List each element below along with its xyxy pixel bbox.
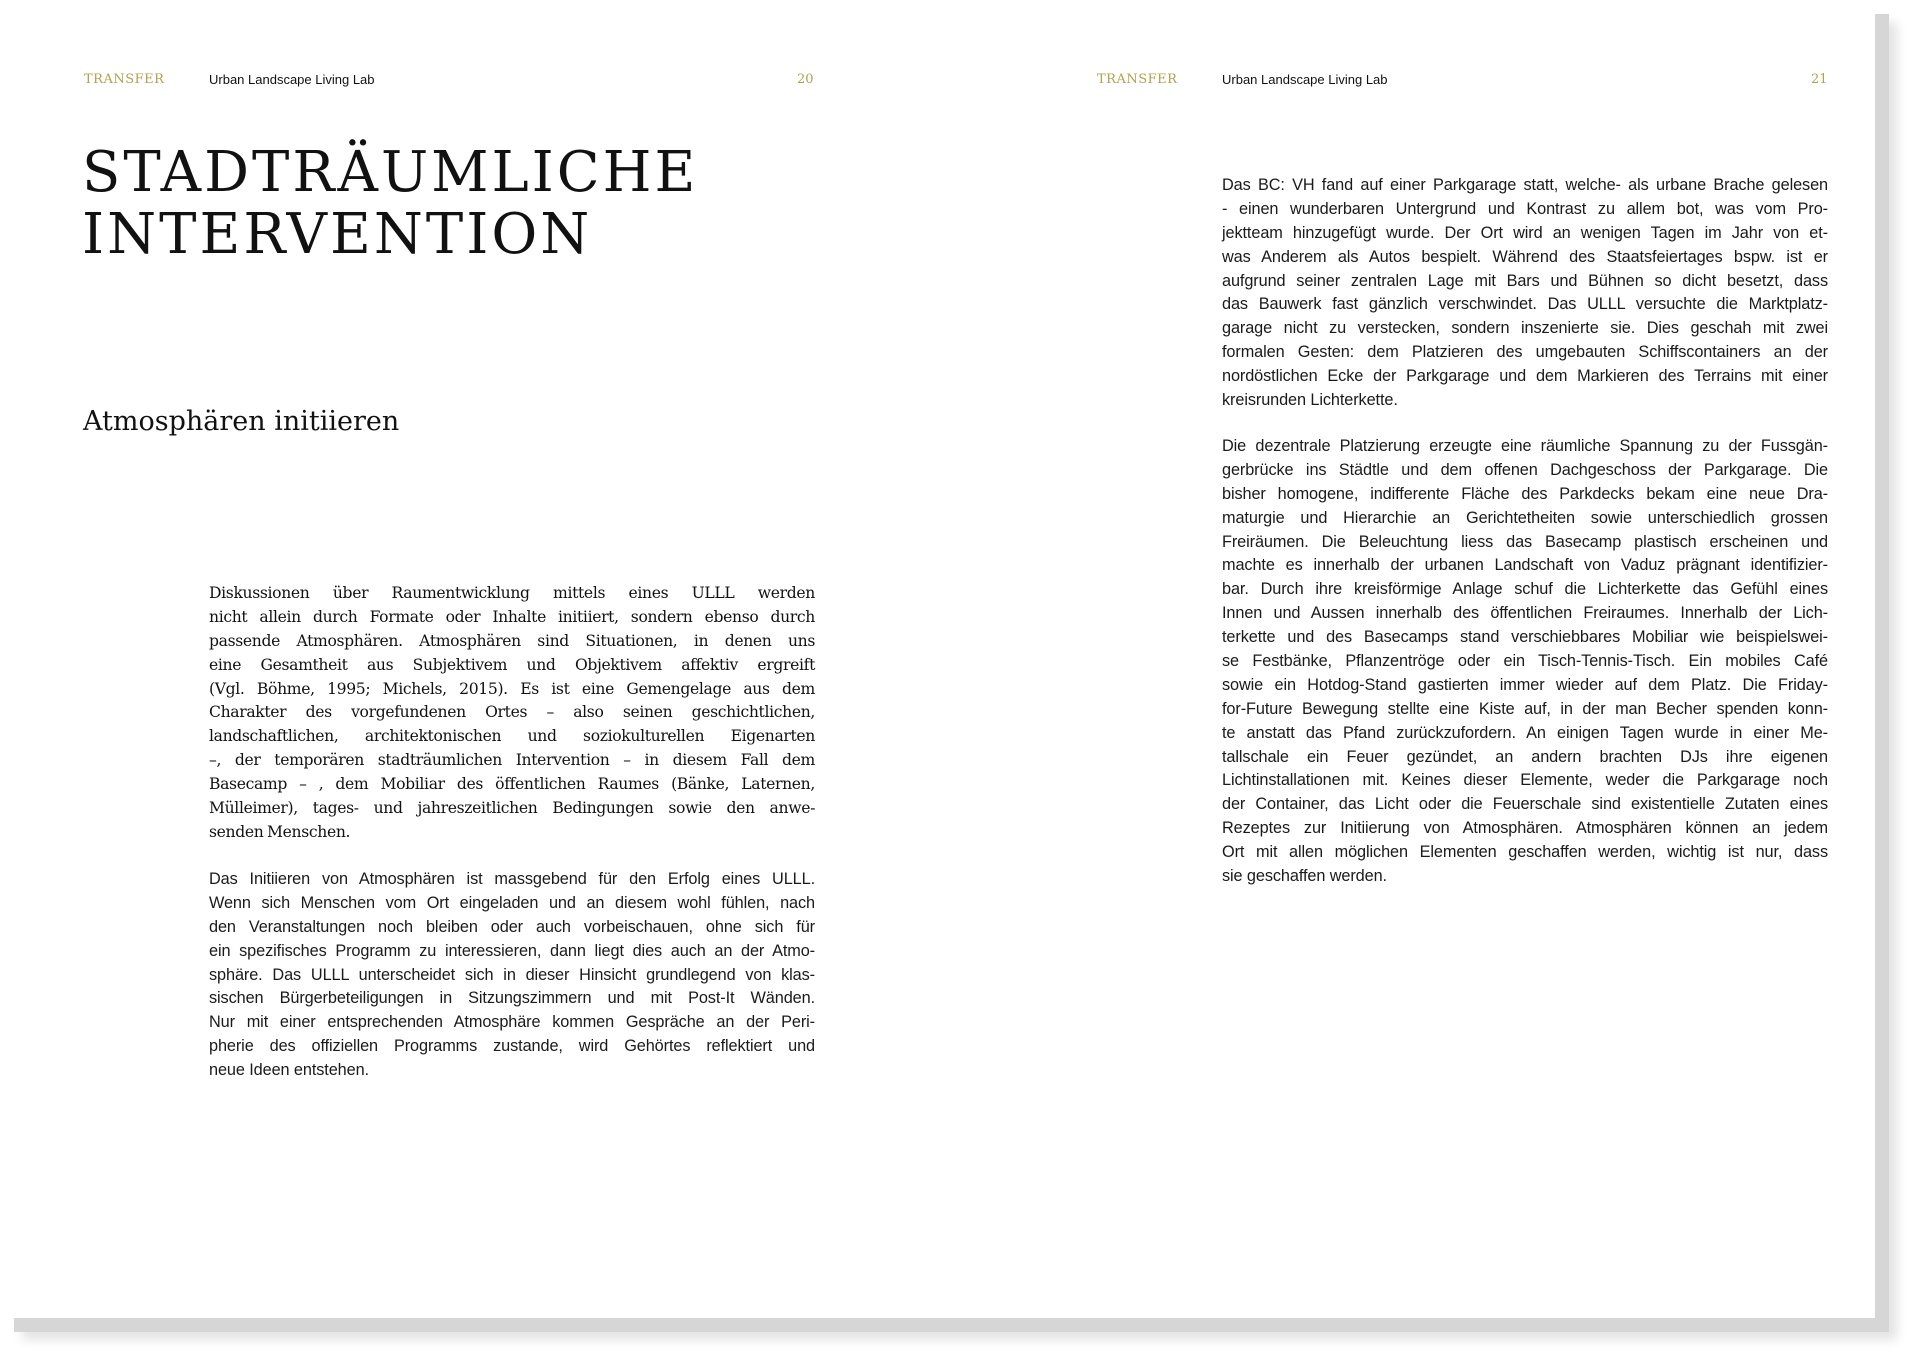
section-subtitle: Atmosphären initiieren bbox=[83, 406, 400, 437]
right-paragraph-1 bbox=[1222, 174, 1828, 413]
text-line: das Bauwerk fast gänzlich verschwindet. Das ULLL versuchte die Marktplatz- bbox=[1222, 295, 1828, 314]
text-line: Rezeptes zur Initiierung von Atmosphären. Atmosphären können an jedem bbox=[1222, 819, 1828, 838]
text-line: Mülleimer), tages- und jahreszeitlichen Bedingungen sowie den anwe- bbox=[209, 799, 815, 818]
text-line: sischen Bürgerbeteiligungen in Sitzungszimmern und mit Post-It Wänden. bbox=[209, 989, 815, 1008]
text-line: Nur mit einer entsprechenden Atmosphäre kommen Gespräche an der Peri- bbox=[209, 1013, 815, 1032]
text-line: Innen und Aussen innerhalb des öffentlichen Freiraumes. Innerhalb der Lich- bbox=[1222, 604, 1828, 623]
text-line: bar. Durch ihre kreisförmige Anlage schuf die Lichterkette das Gefühl eines bbox=[1222, 580, 1828, 599]
text-line: der Container, das Licht oder die Feuerschale sind existentielle Zutaten eines bbox=[1222, 795, 1828, 814]
running-title-right: Urban Landscape Living Lab bbox=[1222, 72, 1388, 87]
text-line: Ort mit allen möglichen Elementen geschaffen werden, wichtig ist nur, dass bbox=[1222, 843, 1828, 862]
text-line: - einen wunderbaren Untergrund und Kontrast zu allem bot, was vom Pro- bbox=[1222, 199, 1828, 218]
text-line: se Festbänke, Pflanzentröge oder ein Tisch-Tennis-Tisch. Ein mobiles Café bbox=[1222, 652, 1828, 671]
text-line: ein spezifisches Programm zu interessieren, dann liegt dies auch an der Atmo- bbox=[209, 941, 815, 960]
text-line: Das BC: VH fand auf einer Parkgarage statt, welche- als urbane Brache gelesen bbox=[1222, 176, 1828, 194]
text-line: Diskussionen über Raumentwicklung mittels eines ULLL werden bbox=[209, 584, 815, 602]
text-line: Lichtinstallationen mit. Keines dieser Elemente, weder die Parkgarage noch bbox=[1222, 771, 1828, 790]
text-line: aufgrund seiner zentralen Lage mit Bars und Bühnen so dicht besetzt, dass bbox=[1222, 271, 1828, 290]
text-line: Charakter des vorgefundenen Ortes – also seinen geschichtlichen, bbox=[209, 703, 815, 722]
text-line: machte es innerhalb der urbanen Landschaft von Vaduz prägnant identifizier- bbox=[1222, 556, 1828, 575]
text-line: senden Menschen. bbox=[209, 822, 351, 841]
text-line: neue Ideen entstehen. bbox=[209, 1061, 369, 1080]
text-line: for-Future Bewegung stellte eine Kiste auf, in der man Becher spenden konn- bbox=[1222, 699, 1828, 718]
text-line: passende Atmosphären. Atmosphären sind Situationen, in denen uns bbox=[209, 631, 815, 650]
page-number-right: 21 bbox=[1811, 72, 1828, 87]
text-line: tallschale ein Feuer gezündet, an andern brachten DJs ihre eigenen bbox=[1222, 747, 1828, 766]
text-line: landschaftlichen, architektonischen und soziokulturellen Eigenarten bbox=[209, 727, 815, 746]
text-line: garage nicht zu verstecken, sondern inszenierte sie. Dies geschah mit zwei bbox=[1222, 319, 1828, 338]
text-line: maturgie und Hierarchie an Gerichtetheiten sowie unterschiedlich grossen bbox=[1222, 508, 1828, 527]
text-line: sie geschaffen werden. bbox=[1222, 867, 1387, 886]
page-number-left: 20 bbox=[797, 72, 814, 87]
text-line: sowie ein Hotdog-Stand gastierten immer wieder auf dem Platz. Die Friday- bbox=[1222, 675, 1828, 694]
text-line: Die dezentrale Platzierung erzeugte eine räumliche Spannung zu der Fussgän- bbox=[1222, 437, 1828, 455]
text-line: –, der temporären stadträumlichen Intervention – in diesem Fall dem bbox=[209, 751, 815, 770]
title-line: STADTRÄUMLICHE bbox=[82, 140, 699, 205]
text-line: den Veranstaltungen noch bleiben oder auch vorbeischauen, ohne sich für bbox=[209, 917, 815, 936]
text-line: Basecamp – , dem Mobiliar des öffentlichen Raumes (Bänke, Laternen, bbox=[209, 775, 815, 794]
text-line: terkette und des Basecamps stand verschiebbares Mobiliar wie beispielswei- bbox=[1222, 628, 1828, 647]
section-label-left: TRANSFER bbox=[84, 72, 165, 87]
page-title bbox=[82, 142, 698, 266]
text-line: kreisrunden Lichterkette. bbox=[1222, 391, 1398, 410]
text-line: nordöstlichen Ecke der Parkgarage und dem Markieren des Terrains mit einer bbox=[1222, 367, 1828, 386]
text-line: Das Initiieren von Atmosphären ist massgebend für den Erfolg eines ULLL. bbox=[209, 870, 815, 888]
text-line: Freiräumen. Die Beleuchtung liess das Basecamp plastisch erscheinen und bbox=[1222, 532, 1828, 551]
section-label-right: TRANSFER bbox=[1097, 72, 1178, 87]
text-line: jektteam hinzugefügt wurde. Der Ort wird an wenigen Tagen im Jahr von et- bbox=[1222, 223, 1828, 242]
text-line: was Anderem als Autos bespielt. Während des Staatsfeiertages bspw. ist er bbox=[1222, 247, 1828, 266]
running-title-left: Urban Landscape Living Lab bbox=[209, 72, 375, 87]
text-line: nicht allein durch Formate oder Inhalte initiiert, sondern ebenso durch bbox=[209, 607, 815, 626]
text-line: gerbrücke ins Städtle und dem offenen Dachgeschoss der Parkgarage. Die bbox=[1222, 460, 1828, 479]
text-line: pherie des offiziellen Programms zustande, wird Gehörtes reflektiert und bbox=[209, 1037, 815, 1056]
text-line: formalen Gesten: dem Platzieren des umgebauten Schiffscontainers an der bbox=[1222, 343, 1828, 362]
text-line: eine Gesamtheit aus Subjektivem und Objektivem affektiv ergreift bbox=[209, 655, 815, 674]
left-paragraph-2 bbox=[209, 868, 815, 1083]
text-line: sphäre. Das ULLL unterscheidet sich in dieser Hinsicht grundlegend von klas- bbox=[209, 965, 815, 984]
title-line: INTERVENTION bbox=[82, 202, 593, 267]
text-line: (Vgl. Böhme, 1995; Michels, 2015). Es ist eine Gemengelage aus dem bbox=[209, 679, 815, 698]
text-line: bisher homogene, indifferente Fläche des Parkdecks bekam eine neue Dra- bbox=[1222, 484, 1828, 503]
text-line: Wenn sich Menschen vom Ort eingeladen und an diesem wohl fühlen, nach bbox=[209, 893, 815, 912]
right-paragraph-2 bbox=[1222, 435, 1828, 889]
text-line: te anstatt das Pfand zurückzufordern. An einigen Tagen wurde in einer Me- bbox=[1222, 723, 1828, 742]
left-paragraph-1 bbox=[209, 582, 815, 845]
